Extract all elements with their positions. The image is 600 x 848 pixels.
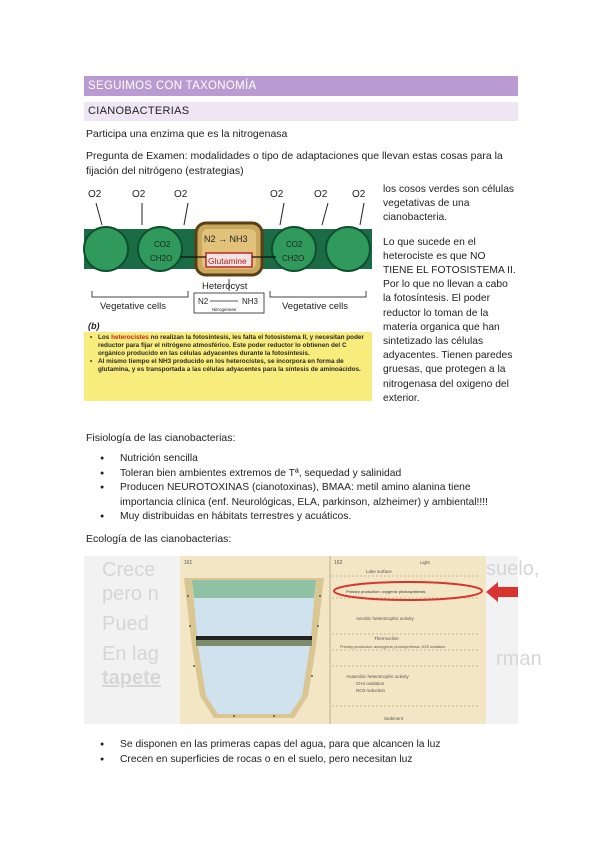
note1-red: heterocistes — [111, 334, 149, 341]
lake-figure — [84, 556, 542, 724]
layer-no3: NO3 reduction — [356, 688, 386, 693]
tag-right: 162 — [334, 560, 343, 566]
glutamine-label: Glutamine — [208, 256, 247, 266]
o2-label-6: O2 — [352, 189, 366, 200]
layer-aerobic: Aerobic heterotrophic activity — [356, 616, 414, 621]
bg-line-1b: suelo, — [486, 558, 540, 580]
physiology-title: Fisiología de las cianobacterias: — [86, 432, 236, 444]
layer-lake-surface: Lake surface — [366, 569, 392, 574]
exam-question: Pregunta de Examen: modalidades o tipo de adaptaciones que llevan estas cosas para la fijación del nitrógeno (estrategias) — [86, 150, 503, 177]
vegetative-cells-label-right: Vegetative cells — [282, 301, 349, 312]
heterocyst-figure — [84, 183, 372, 401]
layer-anoxygenic: Primary production: anoxygenic photosynthesis, H2S oxidation — [340, 645, 446, 649]
bg-line-4b: rman — [496, 648, 542, 670]
intro-text: Participa una enzima que es la nitrogenasa — [86, 128, 288, 140]
note2: Al mismo tiempo el NH3 producido en los heterocistes, se incorpora en forma de glutamina, y es transportada a las células adyacentes para la síntesis de aminoácidos. — [98, 358, 361, 374]
o2-label-1: O2 — [88, 189, 102, 200]
section-title: SEGUIMOS CON TAXONOMÍA — [84, 76, 518, 96]
heterocyst-notes: • Los heterocistes no realizan la fotosíntesis, les falta el fotosistema II, y necesitan poder reductor para fijar el nitrógeno atmosférico. Este poder reductor lo obtienen del C orgánico producido en las células adyacentes durante la fotosíntesis. • Al mismo tiempo el NH3 producido en los heterocistes, se incorpora en forma de glutamina, y es transportada a las células adyacentes para la síntesis de aminoácidos. — [90, 334, 365, 374]
layer-sediment: Sediment — [384, 716, 404, 721]
bg-line-3: Pued — [102, 613, 149, 635]
heterocyst-label: Heterocyst — [202, 281, 248, 292]
layer-ch4: CH4 oxidation — [356, 681, 385, 686]
list-item: ● Muy distribuidas en hábitats terrestres y acuáticos. — [84, 510, 518, 525]
n2-nh3-label: N2 → NH3 — [204, 234, 248, 244]
layer-oxygenic: Primary production: oxygenic photosynthesis — [346, 589, 426, 594]
vegetative-cells-label-left: Vegetative cells — [100, 301, 167, 312]
side-paragraph-1: los cosos verdes son células vegetativas de una cianobacteria. — [383, 184, 515, 224]
o2-label-3: O2 — [174, 189, 188, 200]
side-explanation — [383, 183, 518, 416]
co2-label-left: CO2 — [154, 240, 171, 249]
n2-small-label: N2 — [198, 297, 209, 306]
bg-line-4: En lag — [102, 643, 159, 665]
o2-label-5: O2 — [314, 189, 328, 200]
nitrogenase-label: Nitrogenase — [212, 307, 237, 312]
tag-left: 161 — [184, 560, 193, 566]
note1-pre: Los — [98, 334, 112, 341]
note1-post: no realizan la fotosíntesis, les falta el fotosistema II, y necesitan poder reductor para fijar el nitrógeno atmosférico. Este poder reductor lo obtienen del C orgánico producido en las células adyacentes durante la fotosíntesis. — [98, 334, 365, 357]
ecology-title: Ecología de las cianobacterias: — [86, 533, 232, 545]
o2-label-4: O2 — [270, 189, 284, 200]
layer-light: Light — [420, 560, 430, 565]
bg-line-5: tapete — [102, 667, 161, 689]
bg-line-1: Crece — [102, 559, 156, 581]
layer-thermocline: Thermocline — [374, 636, 399, 641]
o2-label-2: O2 — [132, 189, 146, 200]
side-paragraph-2: Lo que sucede en el heterociste es que NO TIENE EL FOTOSISTEMA II. Por lo que no llevan a cabo la fotosíntesis. El poder reductor lo toman de la materia organica que han sintetizado las células adyacentes. Tienen paredes gruesas, que protegen a la nitrogenasa del oxigeno del exterior. — [383, 236, 516, 404]
physiology-list — [84, 452, 518, 525]
ch2o-label-left: CH2O — [150, 254, 173, 263]
red-arrow-icon — [486, 582, 518, 602]
nh3-small-label: NH3 — [242, 297, 259, 306]
subsection-title: CIANOBACTERIAS — [84, 102, 518, 121]
ecology-list — [84, 738, 518, 767]
list-item: ● Producen NEUROTOXINAS (cianotoxinas), BMAA: metil amino alanina tiene importancia clínica (enf. Neurológicas, ELA, parkinson, alzheimer) y ambiental!!!! — [84, 481, 518, 510]
bg-line-2: pero n — [102, 583, 159, 605]
layer-anaerobic: Anaerobic heterotrophic activity — [346, 674, 409, 679]
co2-label-right: CO2 — [286, 240, 303, 249]
list-item: ● Crecen en superficies de rocas o en el suelo, pero necesitan luz — [84, 753, 518, 768]
list-item: ● Toleran bien ambientes extremos de Tª, sequedad y salinidad — [84, 467, 518, 482]
panel-label: (b) — [88, 321, 100, 331]
list-item: ● Se disponen en las primeras capas del agua, para que alcancen la luz — [84, 738, 518, 753]
ch2o-label-right: CH2O — [282, 254, 305, 263]
list-item: ● Nutrición sencilla — [84, 452, 518, 467]
